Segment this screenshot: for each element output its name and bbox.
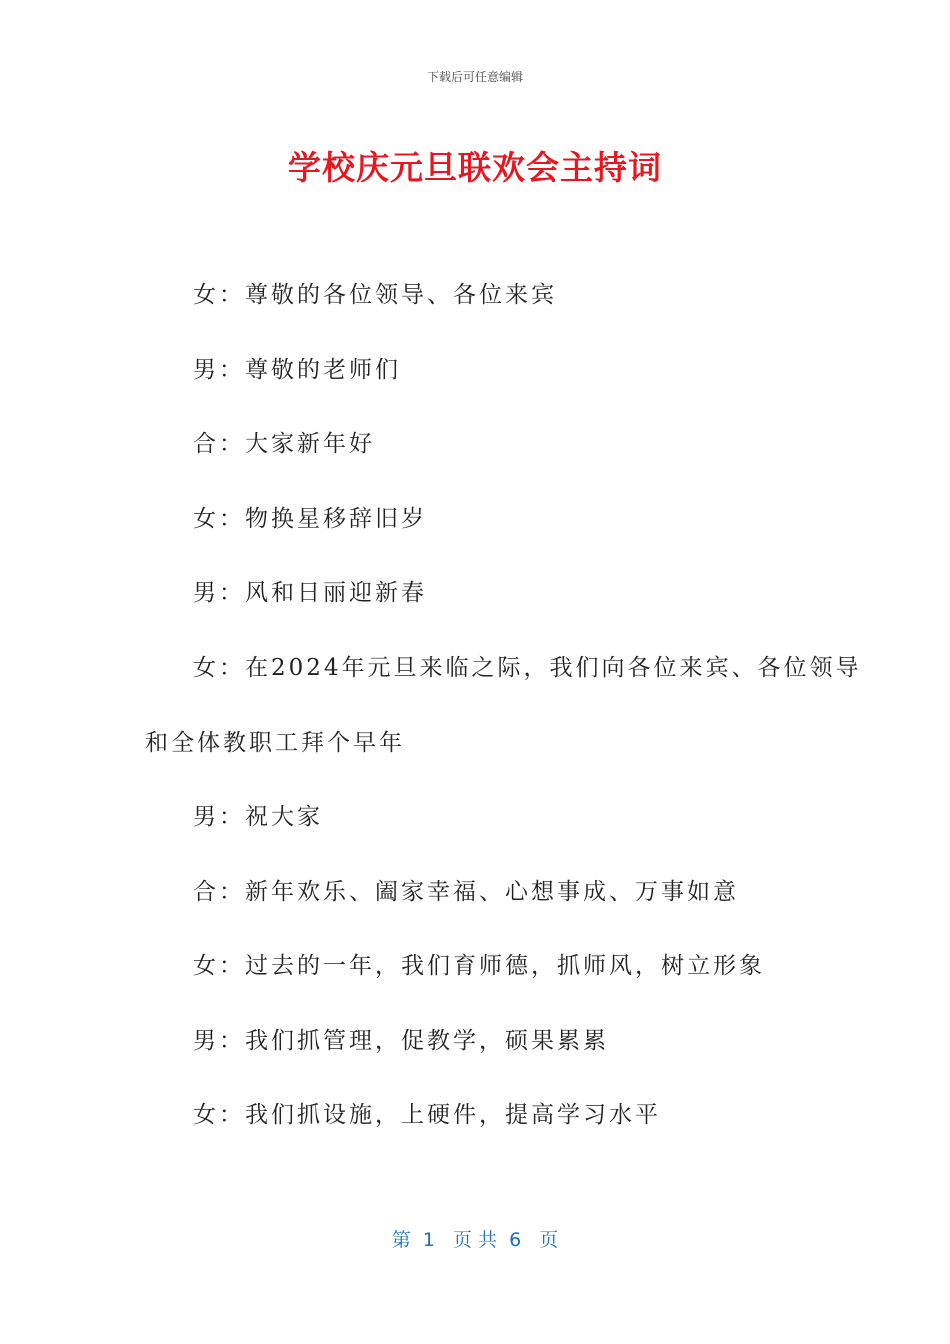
paragraph-line-continuation: 和全体教职工拜个早年 xyxy=(145,730,405,756)
document-title: 学校庆元旦联欢会主持词 xyxy=(288,148,662,187)
header-note: 下载后可任意编辑 xyxy=(426,70,523,84)
paragraph-line: 女：我们抓设施，上硬件，提高学习水平 xyxy=(193,1102,661,1128)
paragraph-line: 合：大家新年好 xyxy=(193,431,375,457)
paragraph-line: 男：尊敬的老师们 xyxy=(193,357,401,383)
page-number-footer: 第 1 页 共 6 页 xyxy=(391,1229,559,1251)
paragraph-line: 男：祝大家 xyxy=(193,804,323,830)
paragraph-line: 男：风和日丽迎新春 xyxy=(193,580,427,606)
paragraph-line: 女：物换星移辞旧岁 xyxy=(193,506,427,532)
paragraph-line: 合：新年欢乐、阖家幸福、心想事成、万事如意 xyxy=(193,879,739,905)
paragraph-line: 女：尊敬的各位领导、各位来宾 xyxy=(193,282,557,308)
paragraph-line: 女：在2024年元旦来临之际，我们向各位来宾、各位领导 xyxy=(193,655,862,681)
paragraph-line: 男：我们抓管理，促教学，硕果累累 xyxy=(193,1028,609,1054)
paragraph-line: 女：过去的一年，我们育师德，抓师风，树立形象 xyxy=(193,953,765,979)
